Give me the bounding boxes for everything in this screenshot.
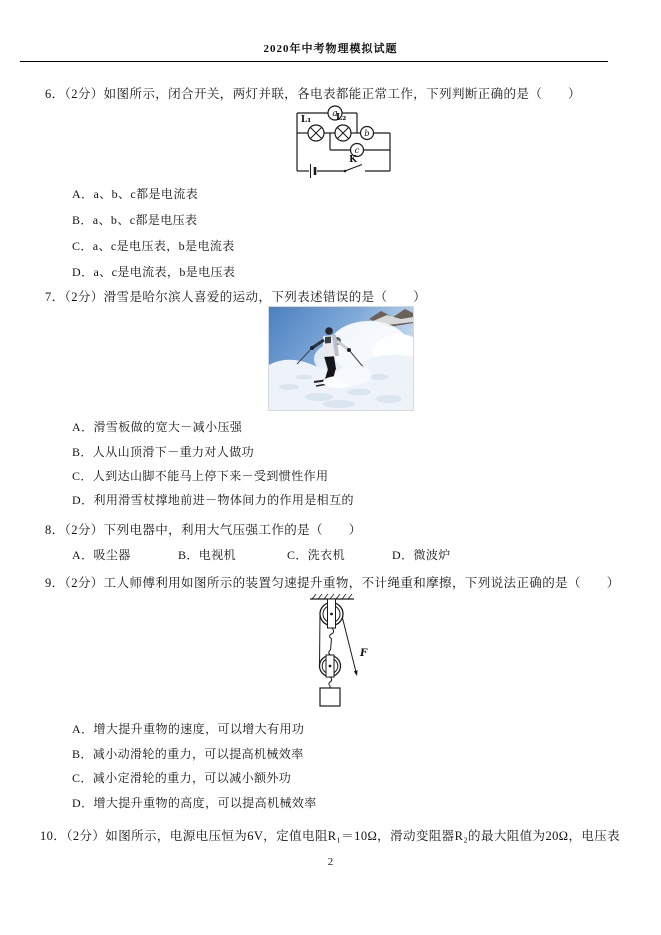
question-8-option-b: B．电视机 [178,548,237,562]
question-6-option-b: B．a、b、c都是电压表 [72,213,198,227]
question-7-stem: 7．（2分）滑雪是哈尔滨人喜爱的运动，下列表述错误的是（ ） [45,290,427,304]
pulley-diagram [302,592,372,715]
question-6-option-d: D．a、c是电流表，b是电压表 [72,265,236,279]
ski-photo [268,306,414,411]
question-7-option-c: C．人到达山脚不能马上停下来－受到惯性作用 [72,469,329,483]
question-9-option-d: D．增大提升重物的高度，可以提高机械效率 [72,796,317,810]
meter-c-label: c [354,146,360,156]
question-7-option-b: B．人从山顶滑下－重力对人做功 [72,445,255,459]
question-8-option-c: C．洗衣机 [287,548,346,562]
meter-b-label: b [364,129,370,139]
force-f-label: F [360,648,368,659]
question-10-stem: 10．（2分）如图所示，电源电压恒为6V，定值电阻R₁＝10Ω，滑动变阻器R₂的最大阻值为20Ω，电压表 [40,829,621,843]
switch-k-label: K [349,155,357,165]
lamp1-label: L₁ [300,115,312,125]
question-9-option-c: C．减小定滑轮的重力，可以减小额外功 [72,771,292,785]
switch-pivot-dot [344,170,347,173]
question-6-option-a: A．a、b、c都是电流表 [72,187,199,201]
question-9-option-b: B．减小动滑轮的重力，可以提高机械效率 [72,747,304,761]
question-9-stem: 9．（2分）工人师傅利用如图所示的装置匀速提升重物，不计绳重和摩擦，下列说法正确的是（ ） [45,576,620,590]
page-number: 2 [327,856,334,868]
question-9-option-a: A．增大提升重物的速度，可以增大有用功 [72,722,305,736]
meter-a-label: a [332,109,338,119]
document-header-title: 2020年中考物理模拟试题 [263,43,398,55]
question-7-option-d: D．利用滑雪杖撑地前进－物体间力的作用是相互的 [72,493,354,507]
question-8-stem: 8．（2分）下列电器中，利用大气压强工作的是（ ） [45,523,362,537]
lamp2-label: L₂ [335,113,347,123]
question-7-option-a: A．滑雪板做的宽大－减小压强 [72,420,243,434]
question-6-stem: 6．（2分）如图所示，闭合开关，两灯并联，各电表都能正常工作，下列判断正确的是（ ） [45,87,581,101]
question-6-option-c: C．a、c是电压表，b是电流表 [72,239,235,253]
force-arrowhead [354,670,358,676]
header-divider [20,61,608,62]
circuit-diagram [283,102,398,178]
question-8-option-d: D．微波炉 [392,548,451,562]
question-8-option-a: A．吸尘器 [72,548,131,562]
